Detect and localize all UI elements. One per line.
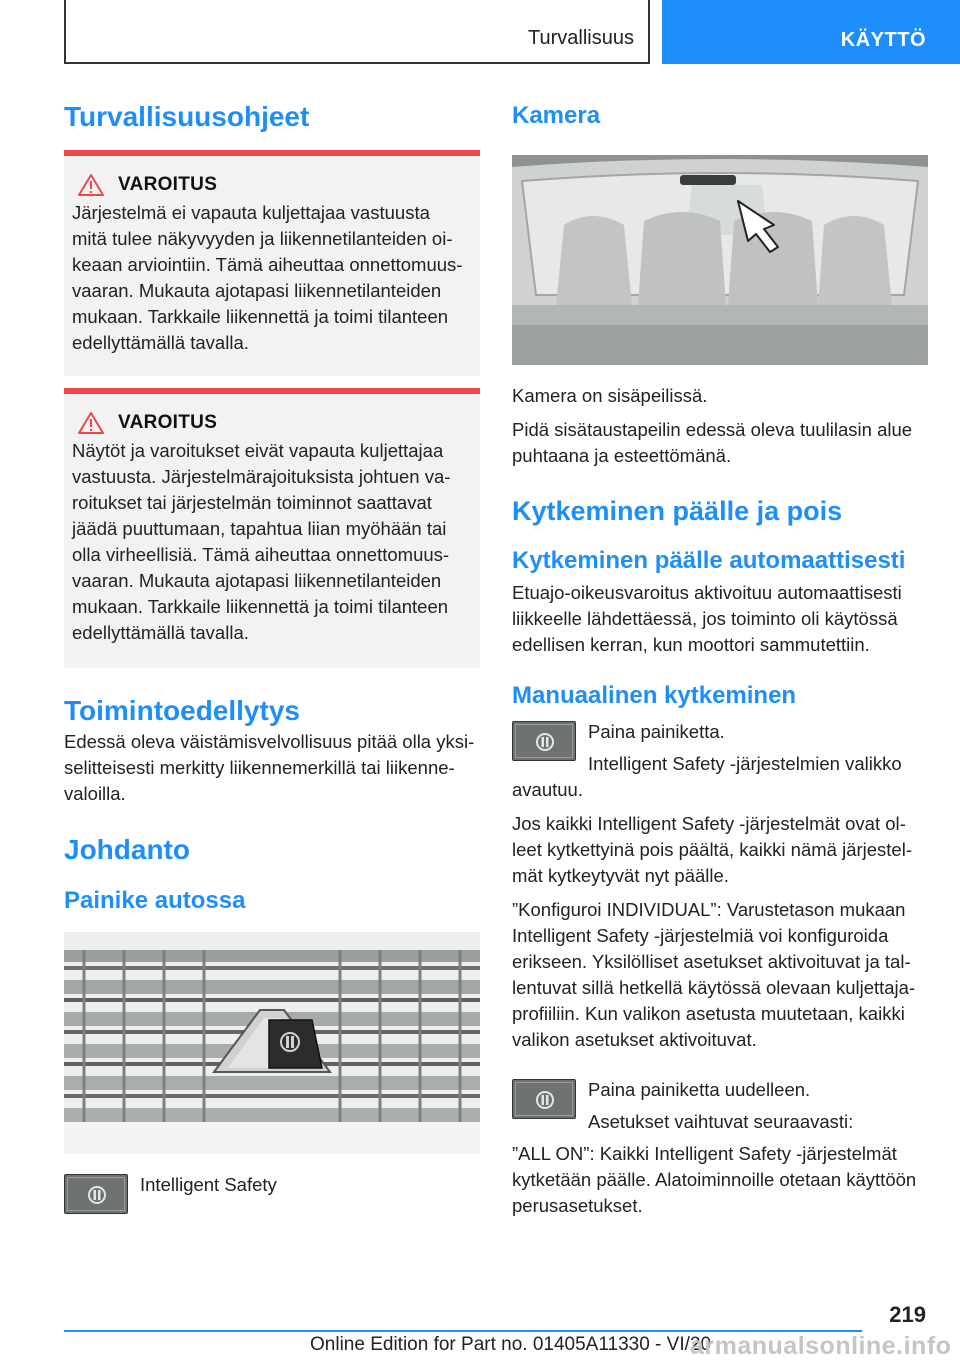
header-section-box <box>64 0 650 64</box>
warning-text-line: jäädä puuttumaan, tapahtua liian myöhään tai <box>72 517 447 539</box>
warning-text-line: mukaan. Tarkkaile liikennettä ja toimi tilanteen <box>72 595 449 617</box>
warning-text-line: keaan arviointiin. Tämä aiheuttaa onnettomuus- <box>72 253 463 275</box>
warning-text-line: edellyttämällä tavalla. <box>72 331 249 353</box>
prerequisite-heading: Toimintoedellytys <box>64 694 300 726</box>
camera-heading: Kamera <box>512 102 601 129</box>
footer-edition: Online Edition for Part no. 01405A11330 - VI/20 <box>310 1334 712 1355</box>
camera-location-illustration <box>512 155 928 365</box>
manual-text-line: Intelligent Safety -järjestelmiä voi konfiguroida <box>512 924 889 946</box>
header-chapter-title: KÄYTTÖ <box>840 29 926 51</box>
manual-switch-heading: Manuaalinen kytkeminen <box>512 681 797 709</box>
intelligent-safety-button-row <box>64 1174 480 1214</box>
manual-text-line: perusasetukset. <box>512 1194 643 1216</box>
camera-text-line: puhtaana ja esteettömänä. <box>512 444 732 466</box>
manual-text-line: mät kytkeytyvät nyt päälle. <box>512 864 729 886</box>
auto-switch-heading: Kytkeminen päälle automaattisesti <box>512 547 906 575</box>
manual-text-line: ”ALL ON”: Kaikki Intelligent Safety -järjestelmät <box>512 1142 897 1164</box>
warning-box-2 <box>64 388 480 668</box>
manual-text-line: Jos kaikki Intelligent Safety -järjestelmät ovat ol- <box>512 812 906 834</box>
warning-triangle-icon <box>78 174 104 196</box>
header-section-title: Turvallisuus <box>528 27 634 49</box>
button-in-car-heading: Painike autossa <box>64 886 246 914</box>
warning-text-line: olla virheellisiä. Tämä aiheuttaa onnettomuus- <box>72 543 450 565</box>
step-text: Intelligent Safety -järjestelmien valikko <box>588 752 902 774</box>
manual-text-line: leet kytkettyinä pois päältä, kaikki nämä järjestel- <box>512 838 912 860</box>
warning-text-line: roitukset tai järjestelmän toiminnot saattavat <box>72 491 432 513</box>
auto-switch-text-line: liikkeelle lähdettäessä, jos toiminto oli käytössä <box>512 607 898 629</box>
auto-switch-text-line: edellisen kerran, kun moottori sammutettiin. <box>512 633 870 655</box>
intelligent-safety-button-icon[interactable] <box>64 1174 128 1214</box>
warning-text-line: mukaan. Tarkkaile liikennettä ja toimi tilanteen <box>72 305 449 327</box>
car-button-illustration <box>64 932 480 1154</box>
header-chapter-tab <box>662 0 960 64</box>
warning-text-line: vastuusta. Järjestelmärajoituksista johtuen va- <box>72 465 451 487</box>
prerequisite-text-line: valoilla. <box>64 783 126 805</box>
switch-on-off-heading: Kytkeminen päälle ja pois <box>512 495 843 526</box>
prerequisite-text-line: Edessä oleva väistämisvelvollisuus pitää olla yksi- <box>64 731 475 753</box>
camera-text-line: Pidä sisätaustapeilin edessä oleva tuulilasin alue <box>512 418 913 440</box>
warning-label: VAROITUS <box>118 411 218 433</box>
page-number: 219 <box>889 1302 926 1327</box>
step-text: Paina painiketta. <box>588 720 725 742</box>
warning-text-line: Näytöt ja varoitukset eivät vapauta kuljettajaa <box>72 439 444 461</box>
camera-text-line: Kamera on sisäpeilissä. <box>512 384 708 406</box>
safety-instructions-heading: Turvallisuusohjeet <box>64 101 310 132</box>
manual-text-line: erikseen. Yksilölliset asetukset aktivoituvat ja tal- <box>512 950 911 972</box>
step-text: Asetukset vaihtuvat seuraavasti: <box>588 1110 854 1132</box>
right-column <box>512 100 928 1219</box>
introduction-heading: Johdanto <box>64 834 190 866</box>
step-text: Paina painiketta uudelleen. <box>588 1078 811 1100</box>
warning-triangle-icon <box>78 412 104 434</box>
manual-text-line: kytketään päälle. Alatoiminnoille otetaan käyttöön <box>512 1168 917 1190</box>
warning-text-line: edellyttämällä tavalla. <box>72 621 249 643</box>
warning-text-line: mitä tulee näkyvyyden ja liikennetilanteiden oi- <box>72 227 453 249</box>
warning-label: VAROITUS <box>118 173 218 195</box>
manual-step-1 <box>512 721 928 777</box>
manual-text-line: lentuvat sillä hetkellä käytössä olevaan kuljettaja- <box>512 976 916 998</box>
prerequisite-text-line: selitteisesti merkitty liikennemerkillä tai liikenne- <box>64 757 455 779</box>
warning-text-line: Järjestelmä ei vapauta kuljettajaa vastuusta <box>72 201 430 223</box>
auto-switch-text-line: Etuajo-oikeusvaroitus aktivoituu automaattisesti <box>512 581 902 603</box>
warning-box-1 <box>64 150 480 376</box>
manual-text-line: ”Konfiguroi INDIVIDUAL”: Varustetason mukaan <box>512 898 906 920</box>
manual-step-2 <box>512 1079 928 1135</box>
step-text: avautuu. <box>512 778 583 800</box>
manual-text-line: valikon asetukset aktivoituvat. <box>512 1028 757 1050</box>
intelligent-safety-button-icon[interactable] <box>512 1079 576 1119</box>
left-column <box>64 100 480 1214</box>
warning-text-line: vaaran. Mukauta ajotapasi liikennetilanteiden <box>72 569 442 591</box>
manual-text-line: profiiliin. Kun valikon asetusta muutetaan, kaikki <box>512 1002 905 1024</box>
warning-text-line: vaaran. Mukauta ajotapasi liikennetilanteiden <box>72 279 442 301</box>
intelligent-safety-button-icon[interactable] <box>512 721 576 761</box>
intelligent-safety-caption: Intelligent Safety <box>140 1173 277 1195</box>
watermark: armanualsonline.info <box>690 1332 952 1360</box>
